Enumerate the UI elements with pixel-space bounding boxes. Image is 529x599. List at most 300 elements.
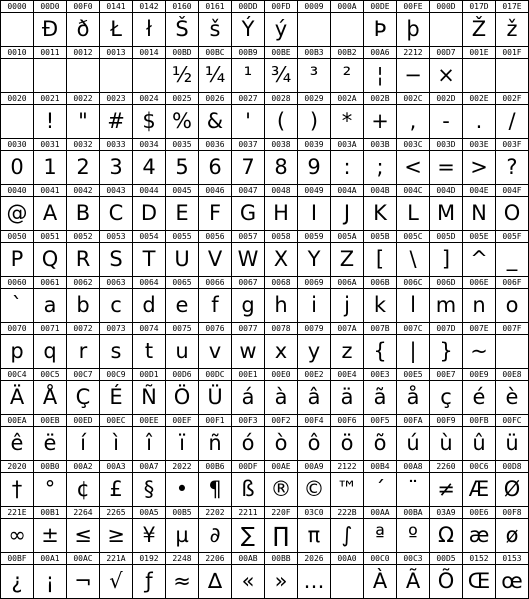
cell-glyph: š — [209, 17, 221, 41]
grid-row-line — [0, 184, 529, 185]
cell-code-label: 003D — [436, 140, 456, 149]
cell-glyph: r — [78, 339, 88, 363]
cell-glyph: [ — [375, 247, 385, 271]
cell-glyph: z — [341, 339, 353, 363]
cell-glyph: ´ — [374, 477, 386, 501]
cell-code-label: 2206 — [205, 554, 225, 563]
cell-code-label: 00FE — [403, 2, 423, 11]
cell-glyph: « — [241, 569, 255, 593]
cell-code-label: 0076 — [205, 324, 225, 333]
cell-code-label: 0072 — [73, 324, 93, 333]
cell-glyph: Ñ — [141, 385, 157, 409]
cell-glyph: Ž — [471, 17, 487, 41]
cell-glyph: ≈ — [173, 569, 191, 593]
cell-glyph: × — [437, 63, 455, 87]
cell-code-label: 0044 — [139, 186, 159, 195]
grid-row-line — [0, 0, 529, 1]
cell-code-label: 2026 — [304, 554, 324, 563]
cell-glyph — [133, 59, 165, 92]
cell-code-label: 0034 — [139, 140, 159, 149]
cell-code-label: 00D5 — [436, 554, 456, 563]
cell-glyph — [1, 13, 33, 46]
cell-code-label: 00B2 — [337, 48, 357, 57]
cell-code-label: 0020 — [7, 94, 27, 103]
cell-code-label: 000A — [337, 2, 357, 11]
cell-glyph: 2 — [76, 155, 90, 179]
cell-code-label: 004F — [502, 186, 522, 195]
cell-glyph: ƒ — [145, 569, 153, 593]
cell-code-label: 221A — [106, 554, 126, 563]
cell-code-label: 004C — [403, 186, 423, 195]
cell-code-label: 00F2 — [271, 416, 291, 425]
cell-code-label: 0040 — [7, 186, 27, 195]
cell-glyph: ( — [276, 109, 286, 133]
cell-code-label: 007D — [436, 324, 456, 333]
cell-code-label: 00B0 — [40, 462, 60, 471]
cell-glyph: ä — [340, 385, 354, 409]
cell-glyph: t — [144, 339, 154, 363]
cell-glyph — [34, 59, 66, 92]
cell-glyph: y — [307, 339, 321, 363]
cell-glyph: ∏ — [273, 523, 289, 547]
cell-code-label: 2260 — [436, 462, 456, 471]
cell-glyph: ß — [241, 477, 255, 501]
cell-glyph: U — [174, 247, 190, 271]
cell-code-label: 0051 — [40, 232, 60, 241]
cell-code-label: 0022 — [73, 94, 93, 103]
grid-row-line — [0, 230, 529, 231]
cell-code-label: 00A6 — [370, 48, 390, 57]
cell-glyph: Ç — [75, 385, 91, 409]
grid-row-line — [0, 460, 529, 461]
cell-glyph: i — [311, 293, 317, 317]
cell-glyph: } — [439, 339, 453, 363]
cell-glyph: & — [206, 109, 224, 133]
cell-code-label: 00C9 — [106, 370, 126, 379]
cell-code-label: 0152 — [469, 554, 489, 563]
cell-code-label: 0074 — [139, 324, 159, 333]
cell-glyph: ¨ — [407, 477, 419, 501]
cell-glyph: ≤ — [74, 523, 92, 547]
cell-glyph: … — [303, 569, 325, 593]
cell-glyph — [496, 59, 528, 92]
cell-glyph: 7 — [241, 155, 255, 179]
cell-glyph: ł — [146, 17, 152, 41]
cell-glyph: õ — [373, 431, 387, 455]
grid-row-line — [0, 138, 529, 139]
cell-glyph: O — [503, 201, 521, 225]
cell-code-label: 00ED — [73, 416, 93, 425]
cell-glyph: , — [409, 109, 417, 133]
cell-code-label: 0010 — [7, 48, 27, 57]
cell-code-label: 00FA — [403, 416, 423, 425]
cell-code-label: 00EC — [106, 416, 126, 425]
cell-glyph: Ø — [503, 477, 521, 501]
cell-code-label: 00BD — [172, 48, 192, 57]
cell-code-label: 00DC — [205, 370, 225, 379]
cell-code-label: 0031 — [40, 140, 60, 149]
cell-code-label: 03A9 — [436, 508, 456, 517]
cell-code-label: 003A — [337, 140, 357, 149]
cell-code-label: 0033 — [106, 140, 126, 149]
cell-glyph: ï — [179, 431, 185, 455]
cell-glyph: Ý — [241, 17, 255, 41]
cell-glyph: µ — [175, 523, 189, 547]
cell-glyph: C — [108, 201, 124, 225]
cell-glyph: ç — [440, 385, 452, 409]
cell-glyph: ™ — [336, 477, 358, 501]
cell-code-label: 0050 — [7, 232, 27, 241]
cell-glyph: " — [78, 109, 88, 133]
cell-code-label: 00F1 — [205, 416, 225, 425]
cell-code-label: 0056 — [205, 232, 225, 241]
cell-code-label: 002A — [337, 94, 357, 103]
cell-glyph: Q — [41, 247, 59, 271]
cell-glyph: 8 — [274, 155, 288, 179]
cell-code-label: 00AB — [238, 554, 258, 563]
cell-glyph: ; — [376, 155, 384, 179]
cell-glyph: ª — [375, 523, 385, 547]
cell-glyph: Ü — [207, 385, 223, 409]
cell-code-label: 003F — [502, 140, 522, 149]
cell-glyph: / — [508, 109, 516, 133]
cell-code-label: 0057 — [238, 232, 258, 241]
cell-glyph: H — [273, 201, 289, 225]
cell-glyph: π — [307, 523, 321, 547]
cell-glyph: \ — [409, 247, 417, 271]
cell-glyph: Ł — [110, 17, 122, 41]
cell-glyph: m — [435, 293, 457, 317]
cell-code-label: 0071 — [40, 324, 60, 333]
cell-glyph — [100, 59, 132, 92]
cell-code-label: 00E5 — [403, 370, 423, 379]
cell-glyph: - — [442, 109, 450, 133]
cell-glyph: ¶ — [208, 477, 222, 501]
cell-glyph: S — [109, 247, 123, 271]
cell-code-label: 0009 — [304, 2, 324, 11]
cell-code-label: 005E — [469, 232, 489, 241]
cell-code-label: 2020 — [7, 462, 27, 471]
cell-glyph: é — [472, 385, 486, 409]
cell-code-label: 2202 — [205, 508, 225, 517]
cell-glyph: ≥ — [107, 523, 125, 547]
cell-code-label: 00A2 — [73, 462, 93, 471]
cell-code-label: 2211 — [238, 508, 258, 517]
cell-glyph: Y — [307, 247, 321, 271]
cell-glyph: Ä — [9, 385, 25, 409]
cell-glyph: 5 — [175, 155, 189, 179]
cell-code-label: 00AC — [73, 554, 93, 563]
cell-code-label: 0043 — [106, 186, 126, 195]
cell-glyph: X — [273, 247, 289, 271]
cell-glyph: Þ — [373, 17, 387, 41]
cell-code-label: 0025 — [172, 94, 192, 103]
cell-glyph: _ — [506, 247, 518, 271]
cell-glyph: ð — [76, 17, 90, 41]
cell-glyph: ¥ — [142, 523, 156, 547]
cell-code-label: 0029 — [304, 94, 324, 103]
cell-glyph: ∫ — [341, 523, 353, 547]
cell-glyph: g — [241, 293, 255, 317]
cell-glyph: @ — [6, 201, 28, 225]
cell-glyph: V — [207, 247, 223, 271]
cell-code-label: 006A — [337, 278, 357, 287]
cell-code-label: 0070 — [7, 324, 27, 333]
cell-code-label: 0063 — [106, 278, 126, 287]
cell-code-label: 0014 — [139, 48, 159, 57]
cell-glyph: ? — [506, 155, 518, 179]
cell-glyph: þ — [406, 17, 420, 41]
cell-code-label: 00BF — [7, 554, 27, 563]
grid-row-line — [0, 552, 529, 553]
cell-code-label: 006D — [436, 278, 456, 287]
cell-glyph: ž — [506, 17, 518, 41]
cell-code-label: 00AA — [370, 508, 390, 517]
cell-glyph: í — [80, 431, 86, 455]
cell-code-label: 002E — [469, 94, 489, 103]
cell-glyph: ½ — [171, 63, 193, 87]
cell-code-label: 00F0 — [73, 2, 93, 11]
cell-glyph: q — [43, 339, 57, 363]
cell-glyph: © — [303, 477, 325, 501]
cell-code-label: 00BC — [205, 48, 225, 57]
cell-code-label: 0059 — [304, 232, 324, 241]
cell-code-label: 003E — [469, 140, 489, 149]
cell-glyph: º — [408, 523, 418, 547]
cell-code-label: 0064 — [139, 278, 159, 287]
cell-glyph: ® — [270, 477, 292, 501]
cell-code-label: 0068 — [271, 278, 291, 287]
cell-glyph: ² — [342, 63, 352, 87]
cell-code-label: 222B — [337, 508, 357, 517]
cell-glyph: 3 — [109, 155, 123, 179]
cell-code-label: 0013 — [106, 48, 126, 57]
cell-glyph: ó — [241, 431, 255, 455]
cell-glyph — [1, 105, 33, 138]
cell-code-label: 0069 — [304, 278, 324, 287]
cell-glyph: ¢ — [76, 477, 90, 501]
cell-glyph: ` — [11, 293, 23, 317]
cell-glyph: p — [10, 339, 24, 363]
grid-row-line — [0, 276, 529, 277]
cell-glyph — [331, 565, 363, 598]
cell-code-label: 002D — [436, 94, 456, 103]
cell-glyph: T — [142, 247, 156, 271]
cell-glyph: ~ — [470, 339, 488, 363]
cell-code-label: 00C4 — [7, 370, 27, 379]
cell-code-label: 005A — [337, 232, 357, 241]
cell-glyph: B — [75, 201, 91, 225]
cell-code-label: 00D7 — [436, 48, 456, 57]
cell-glyph: ù — [439, 431, 453, 455]
cell-glyph — [1, 59, 33, 92]
cell-glyph: £ — [109, 477, 123, 501]
cell-glyph: − — [404, 63, 422, 87]
cell-code-label: 0047 — [238, 186, 258, 195]
cell-code-label: 007F — [502, 324, 522, 333]
cell-glyph: c — [110, 293, 122, 317]
cell-glyph: ! — [45, 109, 55, 133]
cell-code-label: 0061 — [40, 278, 60, 287]
cell-code-label: 0032 — [73, 140, 93, 149]
cell-glyph: Æ — [468, 477, 490, 501]
cell-glyph: w — [239, 339, 257, 363]
cell-glyph: D — [140, 201, 158, 225]
cell-code-label: 2264 — [73, 508, 93, 517]
cell-glyph — [496, 335, 528, 368]
cell-glyph: P — [10, 247, 24, 271]
cell-code-label: 00A7 — [139, 462, 159, 471]
cell-glyph: u — [175, 339, 189, 363]
cell-glyph — [430, 13, 462, 46]
cell-code-label: 00B5 — [172, 508, 192, 517]
cell-code-label: 220F — [271, 508, 291, 517]
cell-glyph: L — [407, 201, 419, 225]
cell-glyph — [463, 59, 495, 92]
cell-code-label: 00FB — [469, 416, 489, 425]
cell-code-label: 0046 — [205, 186, 225, 195]
cell-glyph: û — [472, 431, 486, 455]
cell-glyph: Å — [42, 385, 58, 409]
cell-code-label: 0045 — [172, 186, 192, 195]
cell-code-label: 0077 — [238, 324, 258, 333]
cell-glyph: ) — [309, 109, 319, 133]
cell-code-label: 00A0 — [337, 554, 357, 563]
cell-code-label: 003B — [370, 140, 390, 149]
cell-glyph: | — [409, 339, 417, 363]
cell-glyph: < — [404, 155, 422, 179]
cell-glyph: î — [146, 431, 152, 455]
grid-row-line — [0, 92, 529, 93]
cell-glyph: » — [274, 569, 288, 593]
cell-code-label: 0028 — [271, 94, 291, 103]
cell-glyph: À — [372, 569, 388, 593]
cell-code-label: 2122 — [337, 462, 357, 471]
cell-code-label: 00FC — [502, 416, 522, 425]
cell-code-label: 0023 — [106, 94, 126, 103]
cell-code-label: 00BA — [403, 508, 423, 517]
cell-glyph: : — [343, 155, 351, 179]
cell-code-label: 00D6 — [172, 370, 192, 379]
cell-code-label: 00BE — [271, 48, 291, 57]
cell-glyph: † — [11, 477, 23, 501]
cell-glyph: $ — [142, 109, 156, 133]
cell-code-label: 017D — [469, 2, 489, 11]
cell-code-label: 00E1 — [238, 370, 258, 379]
cell-code-label: 0161 — [205, 2, 225, 11]
cell-glyph: 6 — [208, 155, 222, 179]
cell-glyph: ý — [274, 17, 288, 41]
cell-glyph: à — [274, 385, 288, 409]
cell-glyph: œ — [501, 569, 523, 593]
cell-code-label: 0062 — [73, 278, 93, 287]
cell-glyph: á — [241, 385, 255, 409]
cell-glyph: è — [505, 385, 519, 409]
cell-code-label: 00EE — [139, 416, 159, 425]
cell-code-label: 00A8 — [403, 462, 423, 471]
cell-code-label: 0049 — [304, 186, 324, 195]
cell-glyph: ê — [10, 431, 24, 455]
cell-glyph: ≠ — [437, 477, 455, 501]
cell-glyph: % — [172, 109, 192, 133]
cell-code-label: 0048 — [271, 186, 291, 195]
cell-code-label: 0024 — [139, 94, 159, 103]
cell-code-label: 00EA — [7, 416, 27, 425]
cell-code-label: 0055 — [172, 232, 192, 241]
cell-glyph: ¡ — [45, 569, 55, 593]
cell-glyph: n — [472, 293, 486, 317]
cell-glyph: ] — [441, 247, 451, 271]
cell-glyph: A — [42, 201, 58, 225]
cell-code-label: 0027 — [238, 94, 258, 103]
grid-row-line — [0, 368, 529, 369]
cell-glyph: Õ — [437, 569, 455, 593]
cell-code-label: 002B — [370, 94, 390, 103]
cell-code-label: 00F5 — [370, 416, 390, 425]
cell-glyph: ∑ — [240, 523, 256, 547]
cell-code-label: 0030 — [7, 140, 27, 149]
cell-code-label: 2212 — [403, 48, 423, 57]
cell-glyph: ö — [340, 431, 354, 455]
cell-code-label: 00D1 — [139, 370, 159, 379]
cell-code-label: 004E — [469, 186, 489, 195]
cell-glyph: v — [208, 339, 222, 363]
grid-row-line — [0, 46, 529, 47]
cell-code-label: 00B3 — [304, 48, 324, 57]
cell-code-label: 017E — [502, 2, 522, 11]
cell-glyph: ¬ — [74, 569, 92, 593]
cell-code-label: 00E8 — [502, 370, 522, 379]
cell-code-label: 00FD — [271, 2, 291, 11]
cell-code-label: 000D — [436, 2, 456, 11]
cell-code-label: 001E — [469, 48, 489, 57]
cell-code-label: 00E4 — [337, 370, 357, 379]
cell-glyph: Ö — [173, 385, 191, 409]
cell-code-label: 005F — [502, 232, 522, 241]
cell-glyph: Š — [175, 17, 189, 41]
cell-glyph: ^ — [470, 247, 488, 271]
cell-code-label: 0153 — [502, 554, 522, 563]
cell-code-label: 0160 — [172, 2, 192, 11]
cell-code-label: 0026 — [205, 94, 225, 103]
grid-row-line — [0, 414, 529, 415]
cell-glyph: e — [175, 293, 189, 317]
cell-code-label: 0142 — [139, 2, 159, 11]
cell-code-label: 00E9 — [469, 370, 489, 379]
cell-code-label: 03C0 — [304, 508, 324, 517]
cell-glyph: å — [406, 385, 420, 409]
cell-code-label: 007C — [403, 324, 423, 333]
cell-glyph: b — [76, 293, 90, 317]
cell-glyph: ³ — [309, 63, 319, 87]
cell-code-label: 006C — [403, 278, 423, 287]
cell-code-label: 0012 — [73, 48, 93, 57]
cell-code-label: 005B — [370, 232, 390, 241]
cell-code-label: 002C — [403, 94, 423, 103]
cell-glyph: Ã — [405, 569, 421, 593]
cell-code-label: 0042 — [73, 186, 93, 195]
cell-code-label: 0060 — [7, 278, 27, 287]
cell-code-label: 0078 — [271, 324, 291, 333]
cell-code-label: 00D0 — [40, 2, 60, 11]
cell-code-label: 007E — [469, 324, 489, 333]
cell-glyph: E — [175, 201, 189, 225]
cell-glyph: ô — [307, 431, 321, 455]
cell-code-label: 002F — [502, 94, 522, 103]
cell-glyph: ë — [43, 431, 57, 455]
cell-glyph: ' — [245, 109, 251, 133]
cell-glyph: ¾ — [270, 63, 292, 87]
